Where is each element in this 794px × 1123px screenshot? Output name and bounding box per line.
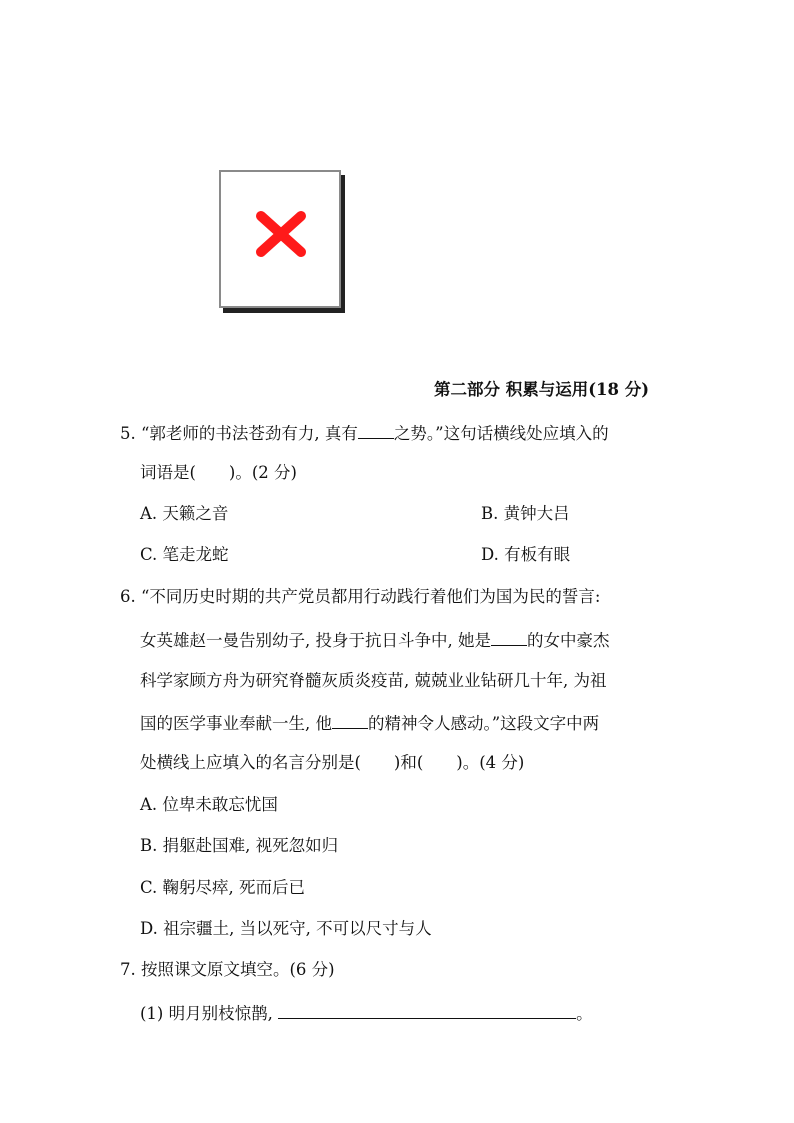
- q5-option-a: A. 天籁之音: [140, 504, 229, 523]
- q7-item-1: [140, 1000, 593, 1026]
- q5-option-d: D. 有板有眼: [481, 545, 571, 564]
- section-title: 第二部分 积累与运用(18 分): [434, 380, 650, 399]
- q5-option-b: B. 黄钟大吕: [481, 504, 570, 523]
- q5-option-c: C. 笔走龙蛇: [140, 545, 229, 564]
- q6-line-5: 处横线上应填入的名言分别是( )和( )。(4 分): [140, 753, 525, 772]
- q6-line-4-post: 的精神令人感动。”这段文字中两: [368, 714, 600, 733]
- q7-line-1: 7. 按照课文原文填空。(6 分): [120, 960, 335, 979]
- q5-blank: [358, 420, 394, 439]
- q6-line-2-post: 的女中豪杰: [526, 631, 610, 650]
- q5-line-1: [120, 420, 609, 446]
- q6-option-d: D. 祖宗疆土, 当以死守, 不可以尺寸与人: [140, 919, 432, 938]
- q6-option-b: B. 捐躯赴国难, 视死忽如归: [140, 836, 339, 855]
- q6-line-4-pre: 国的医学事业奉献一生, 他: [140, 714, 332, 733]
- q6-line-2: [140, 627, 609, 653]
- q6-option-c: C. 鞠躬尽瘁, 死而后已: [140, 878, 306, 897]
- q6-line-1: 6. “不同历史时期的共产党员都用行动践行着他们为国为民的誓言:: [120, 587, 601, 606]
- q6-line-3: 科学家顾方舟为研究脊髓灰质炎疫苗, 兢兢业业钻研几十年, 为祖: [140, 671, 607, 690]
- q7-item-1-pre: (1) 明月别枝惊鹊,: [140, 1004, 279, 1023]
- q6-line-4: [140, 710, 599, 736]
- q7-item-1-blank: [278, 1000, 576, 1019]
- broken-image-icon: [253, 206, 309, 262]
- q6-blank-1: [491, 627, 527, 646]
- broken-image-placeholder: [219, 170, 341, 308]
- q5-line-1-pre: 5. “郭老师的书法苍劲有力, 真有: [120, 424, 358, 443]
- q7-item-1-post: 。: [576, 1004, 593, 1023]
- q6-option-a: A. 位卑未敢忘忧国: [140, 795, 278, 814]
- q6-blank-2: [332, 710, 368, 729]
- q5-line-1-post: 之势。”这句话横线处应填入的: [393, 424, 609, 443]
- q5-line-2: 词语是( )。(2 分): [140, 463, 297, 482]
- q6-line-2-pre: 女英雄赵一曼告别幼子, 投身于抗日斗争中, 她是: [140, 631, 491, 650]
